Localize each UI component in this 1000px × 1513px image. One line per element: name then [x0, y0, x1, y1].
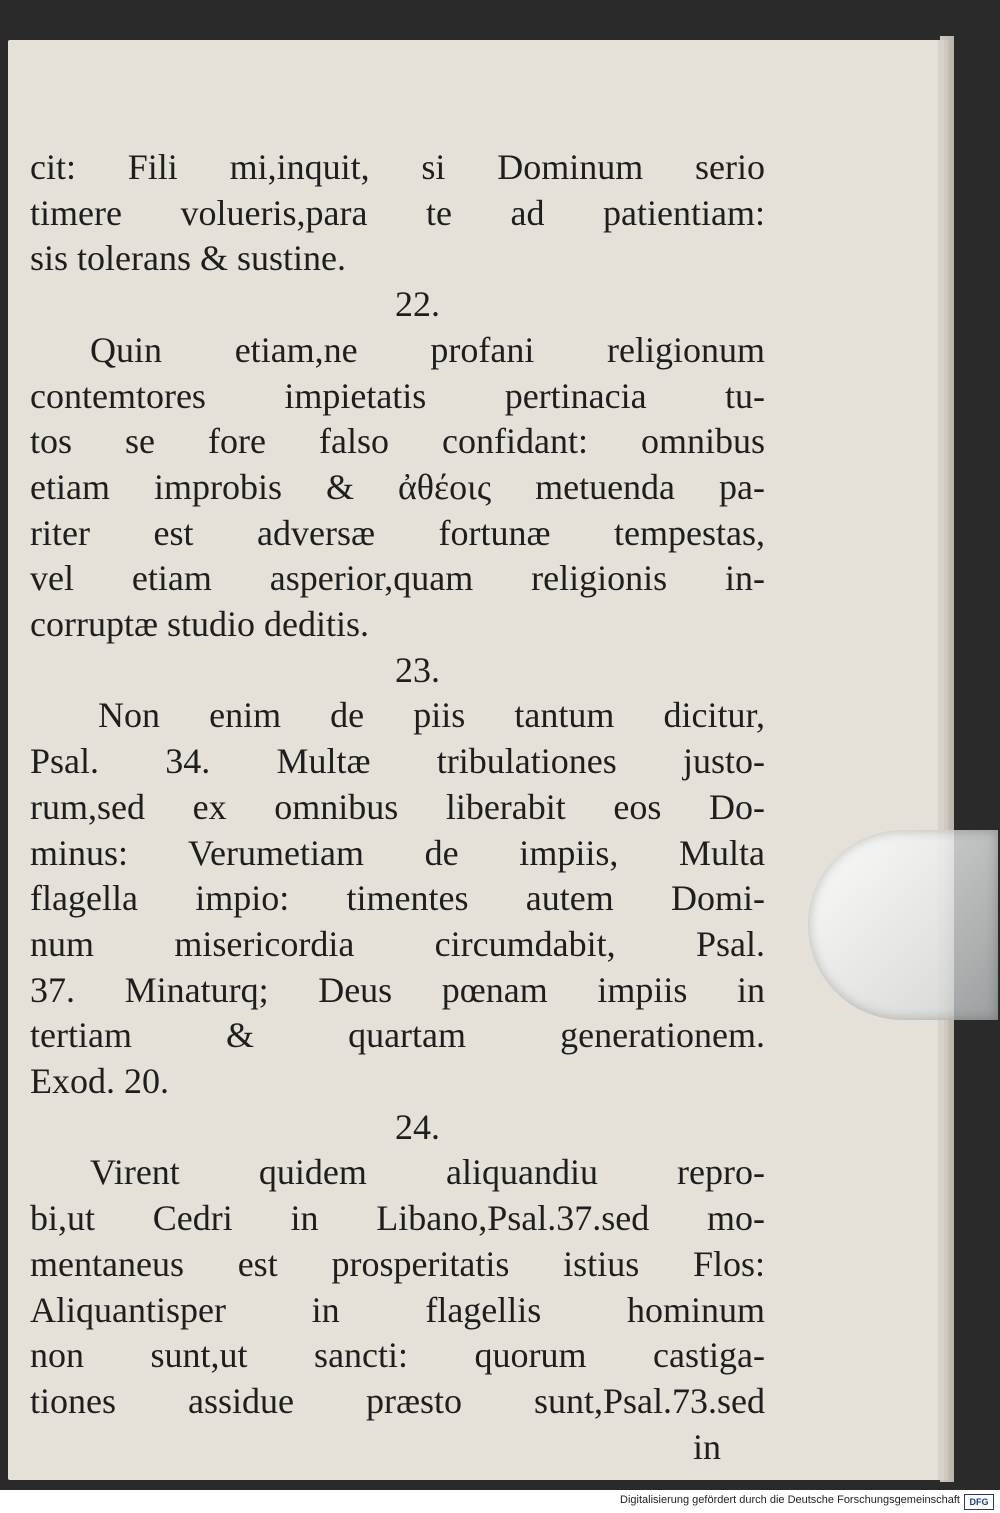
text-line: tertiam & quartam generationem. [30, 1015, 765, 1056]
text-line: tiones assidue præsto sunt,Psal.73.sed [30, 1380, 765, 1421]
text-line: non sunt,ut sancti: quorum castiga- [30, 1335, 765, 1376]
text-line: rum,sed ex omnibus liberabit eos Do- [30, 786, 765, 827]
text-line: Quin etiam,ne profani religionum [90, 329, 765, 370]
footer-bar [0, 1490, 1000, 1513]
text-line: riter est adversæ fortunæ tempestas, [30, 512, 765, 553]
section-number: 22. [395, 284, 440, 325]
text-line: corruptæ studio deditis. [30, 604, 369, 645]
text-line: 37. Minaturq; Deus pœnam impiis in [30, 969, 765, 1010]
text-line: contemtores impietatis pertinacia tu- [30, 375, 765, 416]
page-clip [808, 830, 998, 1020]
page-edge [940, 36, 954, 1482]
dfg-logo-icon: DFG [964, 1494, 994, 1510]
text-line: vel etiam asperior,quam religionis in- [30, 558, 765, 599]
text-line: num misericordia circumdabit, Psal. [30, 923, 765, 964]
text-line: timere volueris,para te ad patientiam: [30, 192, 765, 233]
page-text [30, 145, 765, 1470]
text-line: sis tolerans & sustine. [30, 238, 346, 279]
catchword: in [692, 1426, 721, 1467]
text-line: Aliquantisper in flagellis hominum [30, 1289, 765, 1330]
text-line: Non enim de piis tantum dicitur, [98, 695, 765, 736]
text-line: cit: Fili mi,inquit, si Dominum serio [30, 147, 765, 187]
text-line: mentaneus est prosperitatis istius Flos: [30, 1243, 765, 1284]
section-number: 24. [395, 1106, 440, 1147]
funding-credit: Digitalisierung gefördert durch die Deutsche Forschungsgemeinschaft [620, 1494, 960, 1506]
text-line: minus: Verumetiam de impiis, Multa [30, 832, 765, 873]
text-line: etiam improbis & ἀθέοις metuenda pa- [30, 466, 765, 507]
text-line: Psal. 34. Multæ tribulationes justo- [30, 741, 765, 782]
text-line: flagella impio: timentes autem Domi- [30, 878, 765, 919]
text-line: bi,ut Cedri in Libano,Psal.37.sed mo- [30, 1198, 765, 1239]
text-line: Exod. 20. [30, 1061, 169, 1102]
text-line: Virent quidem aliquandiu repro- [90, 1152, 765, 1193]
text-line: tos se fore falso confidant: omnibus [30, 421, 765, 462]
section-number: 23. [395, 649, 440, 690]
